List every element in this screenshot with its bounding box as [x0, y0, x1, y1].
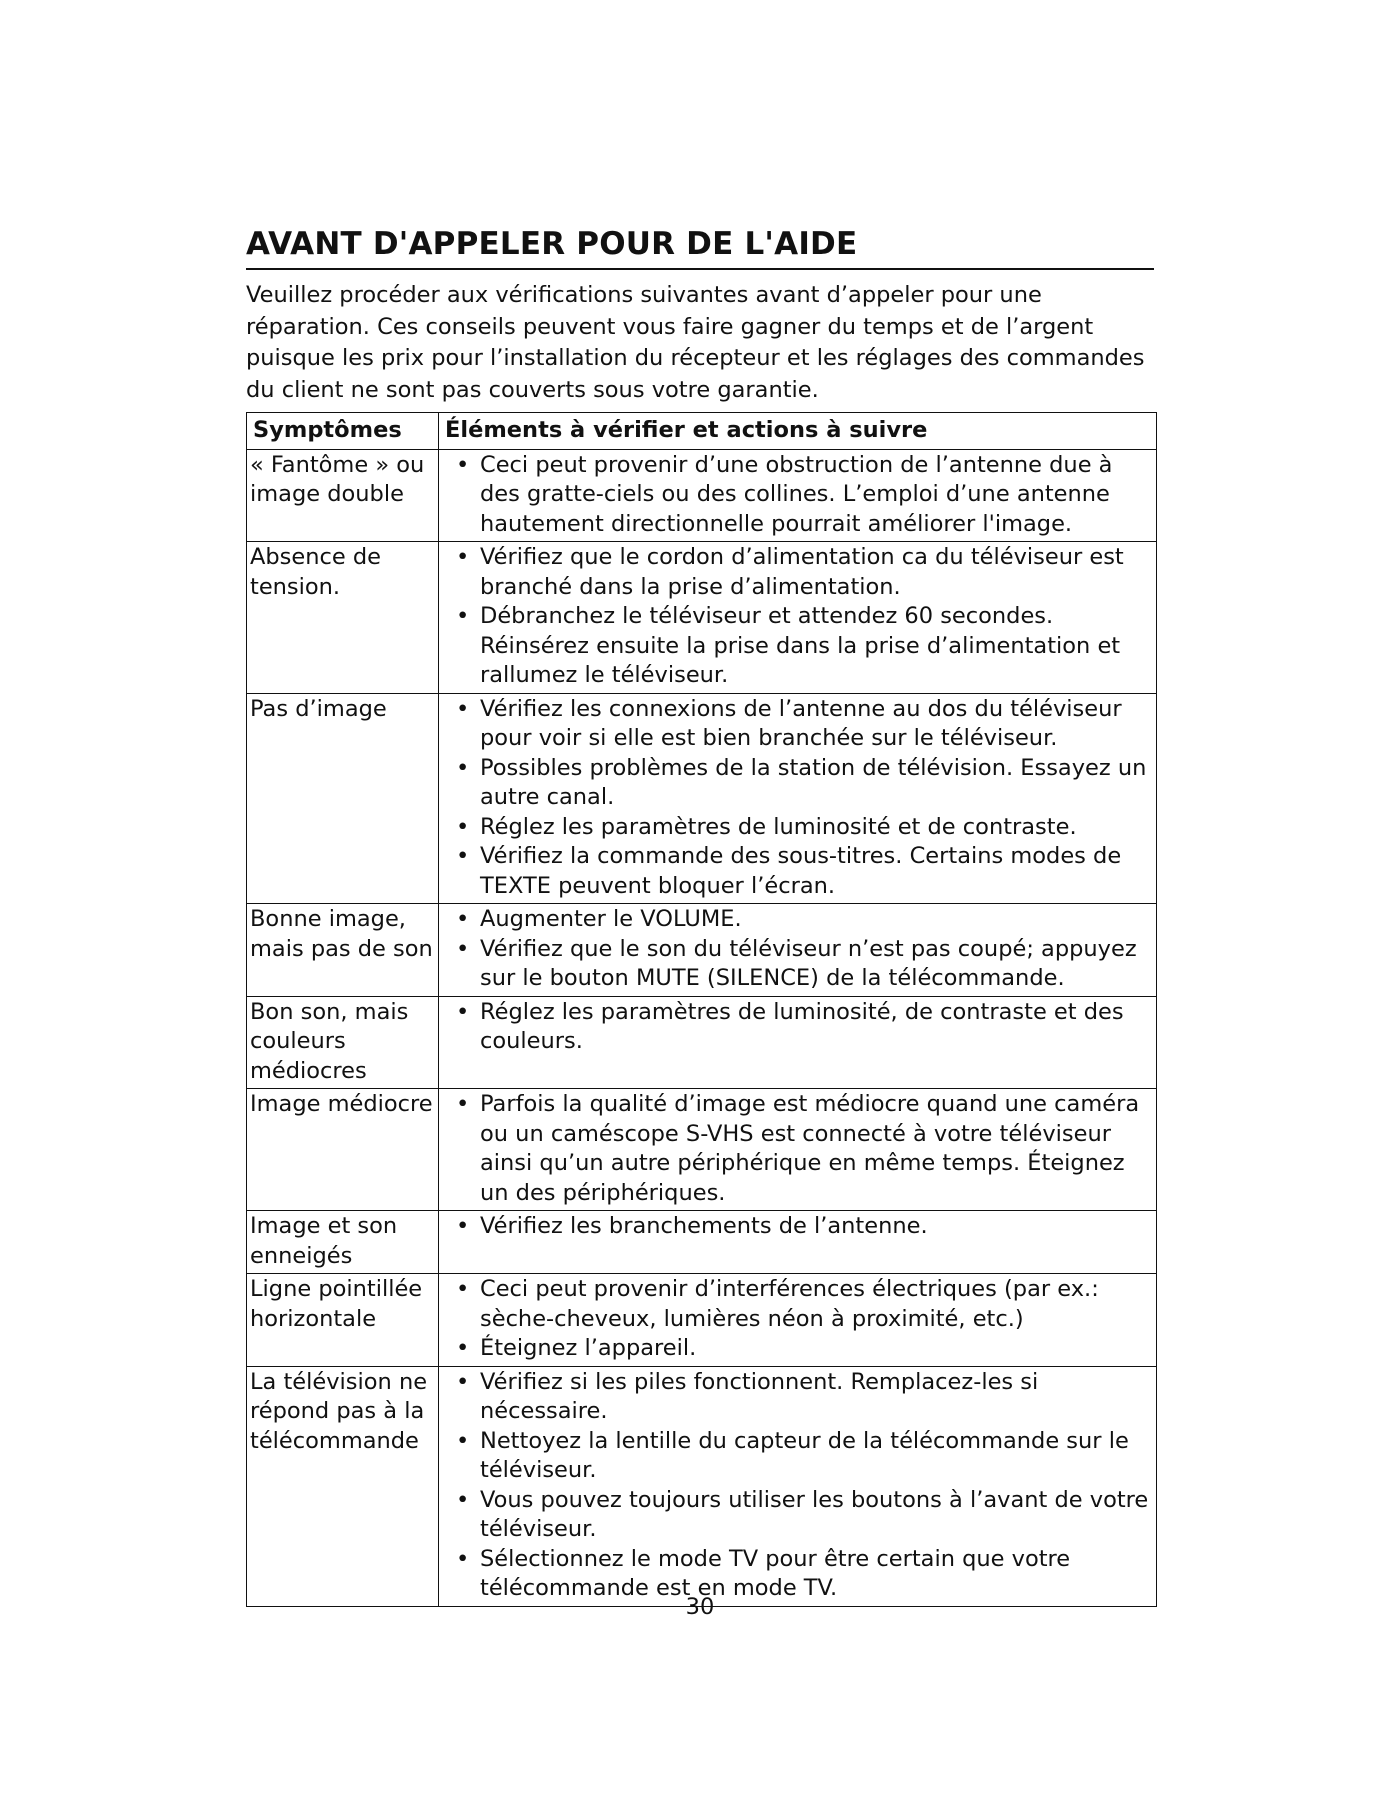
action-item: • Éteignez l’appareil. [442, 1334, 1156, 1364]
actions-list [442, 998, 1156, 1057]
action-item: • Augmenter le VOLUME. [442, 905, 1156, 935]
action-item: • Ceci peut provenir d’une obstruction de l’antenne due à des gratte-ciels ou des collines. L’emploi d’une antenne hautement directionnelle pourrait améliorer l'image. [442, 451, 1156, 540]
action-item: • Vérifiez si les piles fonctionnent. Remplacez-les si nécessaire. [442, 1368, 1156, 1427]
action-item: • Vérifiez que le cordon d’alimentation ca du téléviseur est branché dans la prise d’alimentation. [442, 543, 1156, 602]
actions-cell [439, 449, 1157, 542]
actions-list [442, 1275, 1156, 1364]
action-item: • Sélectionnez le mode TV pour être certain que votre télécommande est en mode TV. [442, 1545, 1156, 1604]
actions-cell [439, 542, 1157, 694]
table-row [247, 1211, 1157, 1274]
symptom-cell: Bon son, mais couleurs médiocres [247, 996, 439, 1089]
table-row [247, 1089, 1157, 1211]
actions-cell [439, 904, 1157, 997]
table-header-row [247, 413, 1157, 450]
actions-cell [439, 1366, 1157, 1606]
action-item: • Vérifiez la commande des sous-titres. Certains modes de TEXTE peuvent bloquer l’écran. [442, 842, 1156, 901]
table-row [247, 996, 1157, 1089]
table-row [247, 1366, 1157, 1606]
actions-list [442, 695, 1156, 902]
symptom-cell: Pas d’image [247, 693, 439, 904]
actions-list [442, 1212, 1156, 1242]
actions-list [442, 543, 1156, 691]
symptom-cell: Ligne pointillée horizontale [247, 1274, 439, 1367]
symptom-cell: Bonne image, mais pas de son [247, 904, 439, 997]
action-item: • Vous pouvez toujours utiliser les boutons à l’avant de votre téléviseur. [442, 1486, 1156, 1545]
action-item: • Nettoyez la lentille du capteur de la télécommande sur le téléviseur. [442, 1427, 1156, 1486]
symptoms-column-header: Symptômes [247, 413, 439, 450]
table-row [247, 1274, 1157, 1367]
symptom-cell: Image et son enneigés [247, 1211, 439, 1274]
troubleshooting-table [246, 412, 1157, 1607]
symptom-cell: « Fantôme » ou image double [247, 449, 439, 542]
action-item: • Débranchez le téléviseur et attendez 60 secondes. Réinsérez ensuite la prise dans la prise d’alimentation et rallumez le téléviseur. [442, 602, 1156, 691]
action-item: • Parfois la qualité d’image est médiocre quand une caméra ou un caméscope S-VHS est connecté à votre téléviseur ainsi qu’un autre périphérique en même temps. Éteignez un des périphériques. [442, 1090, 1156, 1208]
action-item: • Vérifiez les connexions de l’antenne au dos du téléviseur pour voir si elle est bien branchée sur le téléviseur. [442, 695, 1156, 754]
symptom-cell: Absence de tension. [247, 542, 439, 694]
actions-list [442, 451, 1156, 540]
action-item: • Vérifiez que le son du téléviseur n’est pas coupé; appuyez sur le bouton MUTE (SILENCE) de la télécommande. [442, 935, 1156, 994]
symptom-cell: Image médiocre [247, 1089, 439, 1211]
intro-paragraph: Veuillez procéder aux vérifications suivantes avant d’appeler pour une réparation. Ces conseils peuvent vous faire gagner du temps et de l’argent puisque les prix pour l’installation du récepteur et les réglages des commandes du client ne sont pas couverts sous votre garantie. [246, 282, 1145, 403]
page-title: AVANT D'APPELER POUR DE L'AIDE [246, 224, 1154, 270]
action-item: • Réglez les paramètres de luminosité, de contraste et des couleurs. [442, 998, 1156, 1057]
action-item: • Possibles problèmes de la station de télévision. Essayez un autre canal. [442, 754, 1156, 813]
actions-cell [439, 1089, 1157, 1211]
table-row [247, 449, 1157, 542]
table-row [247, 542, 1157, 694]
actions-list [442, 905, 1156, 994]
document-page [246, 224, 1154, 1607]
action-item: • Réglez les paramètres de luminosité et de contraste. [442, 813, 1156, 843]
table-body [247, 449, 1157, 1606]
actions-list [442, 1368, 1156, 1604]
actions-cell [439, 693, 1157, 904]
table-row [247, 693, 1157, 904]
symptom-cell: La télévision ne répond pas à la télécommande [247, 1366, 439, 1606]
page-number: 30 [685, 1594, 715, 1620]
actions-list [442, 1090, 1156, 1208]
actions-cell [439, 1274, 1157, 1367]
actions-column-header: Éléments à vérifier et actions à suivre [439, 413, 1157, 450]
table-row [247, 904, 1157, 997]
action-item: • Ceci peut provenir d’interférences électriques (par ex.: sèche-cheveux, lumières néon à proximité, etc.) [442, 1275, 1156, 1334]
actions-cell [439, 996, 1157, 1089]
action-item: • Vérifiez les branchements de l’antenne. [442, 1212, 1156, 1242]
actions-cell [439, 1211, 1157, 1274]
